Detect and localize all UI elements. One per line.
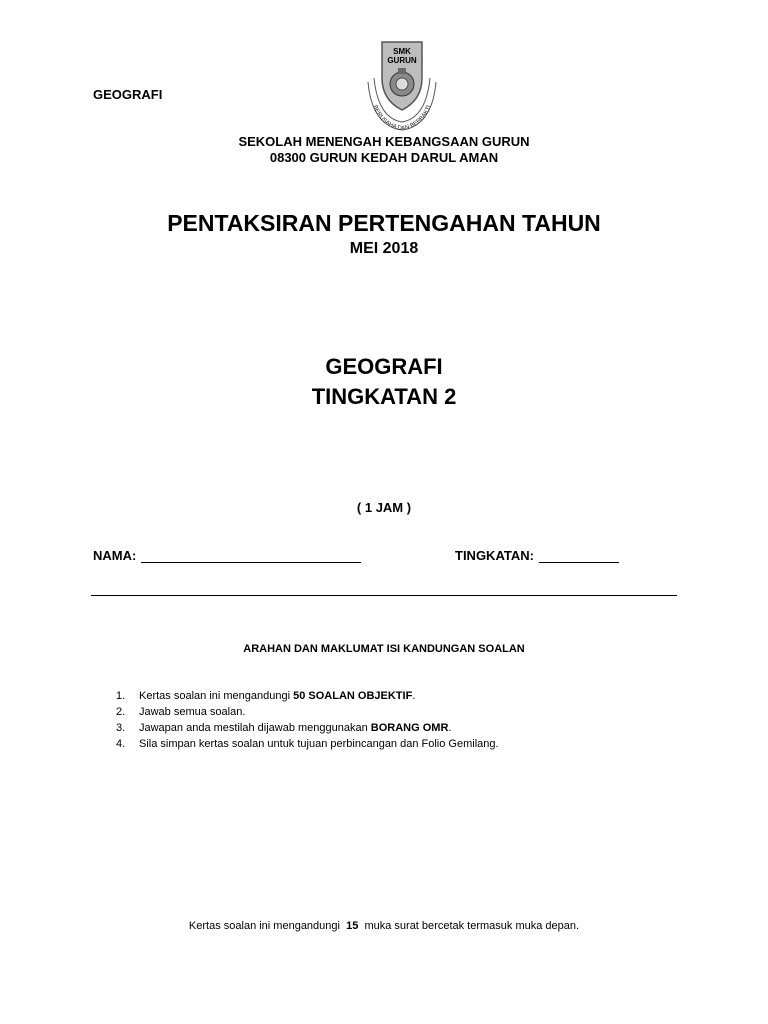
exam-title: PENTAKSIRAN PERTENGAHAN TAHUN (167, 210, 601, 236)
instruction-number: 3. (116, 722, 126, 734)
school-crest-icon (358, 38, 446, 134)
divider (91, 595, 677, 596)
crest-motto: BERUSAHA DAN BERBAKTI (371, 104, 433, 133)
instruction-item (116, 704, 499, 720)
instruction-text: Sila simpan kertas soalan untuk tujuan perbincangan dan Folio Gemilang. (139, 738, 499, 750)
instruction-text: Jawab semua soalan. (139, 706, 246, 718)
name-label: NAMA: (93, 548, 137, 563)
instruction-text: Jawapan anda mestilah dijawab menggunakan BORANG OMR. (139, 722, 452, 734)
instruction-item (116, 736, 499, 752)
school-address: 08300 GURUN KEDAH DARUL AMAN (269, 150, 499, 165)
name-field-row (93, 548, 361, 563)
name-blank-line[interactable] (141, 548, 361, 563)
form-label: TINGKATAN: (455, 548, 534, 563)
instruction-text: Kertas soalan ini mengandungi 50 SOALAN OBJEKTIF. (139, 690, 416, 702)
instructions-list (116, 688, 499, 752)
instruction-number: 4. (116, 738, 126, 750)
school-name: SEKOLAH MENENGAH KEBANGSAAN GURUN (238, 134, 530, 149)
instruction-number: 1. (116, 690, 126, 702)
crest-top-text: SMK (393, 47, 411, 56)
page-count: 15 (346, 920, 359, 932)
form-blank-line[interactable] (539, 548, 619, 563)
subject-title: GEOGRAFI (325, 354, 443, 379)
exam-date: MEI 2018 (349, 240, 419, 257)
instruction-item (116, 720, 499, 736)
instruction-item (116, 688, 499, 704)
exam-duration: ( 1 JAM ) (356, 500, 412, 515)
instruction-number: 2. (116, 706, 126, 718)
form-title: TINGKATAN 2 (311, 384, 457, 409)
subject-corner-label: GEOGRAFI (93, 87, 163, 102)
instructions-heading: ARAHAN DAN MAKLUMAT ISI KANDUNGAN SOALAN (243, 643, 525, 655)
page-count-note: Kertas soalan ini mengandungi 15 muka surat bercetak termasuk muka depan. (188, 920, 580, 932)
crest-name-text: GURUN (387, 56, 417, 65)
form-field-row (455, 548, 619, 563)
